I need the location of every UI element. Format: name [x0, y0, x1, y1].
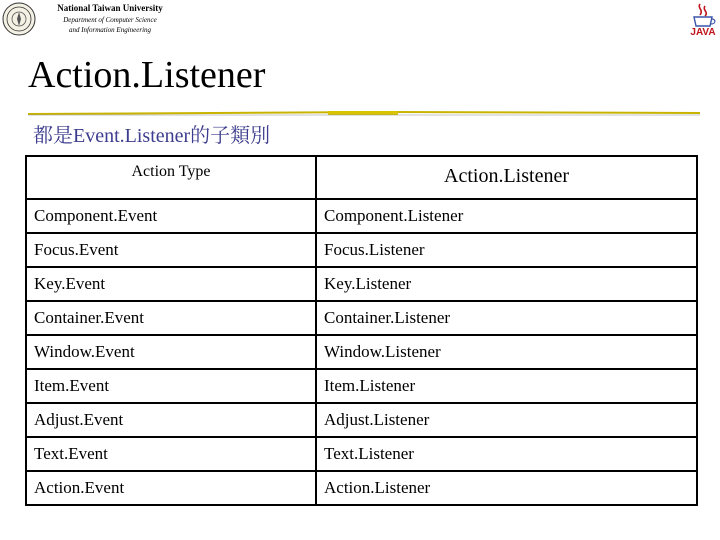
table-row — [26, 403, 697, 437]
header-action-type: Action Type — [26, 156, 316, 199]
university-name: National Taiwan University — [57, 3, 163, 13]
university-seal-icon — [2, 2, 36, 36]
event-cell: Key.Event — [26, 267, 316, 301]
table-row — [26, 267, 697, 301]
listener-table — [25, 155, 696, 506]
table-row — [26, 301, 697, 335]
event-cell: Text.Event — [26, 437, 316, 471]
java-logo-text: JAVA — [690, 27, 716, 38]
event-cell: Item.Event — [26, 369, 316, 403]
header-action-listener: Action.Listener — [316, 156, 697, 199]
slide-subtitle: 都是Event.Listener的子類別 — [33, 125, 271, 147]
slide-header — [0, 0, 720, 45]
listener-cell: Adjust.Listener — [316, 403, 697, 437]
listener-cell: Window.Listener — [316, 335, 697, 369]
listener-cell: Item.Listener — [316, 369, 697, 403]
title-underline-rule — [28, 107, 700, 119]
table-row — [26, 335, 697, 369]
listener-cell: Component.Listener — [316, 199, 697, 233]
event-cell: Focus.Event — [26, 233, 316, 267]
table-row — [26, 199, 697, 233]
event-cell: Container.Event — [26, 301, 316, 335]
table-row — [26, 233, 697, 267]
department-name: Department of Computer Science and Information Engineering — [63, 16, 157, 34]
event-cell: Window.Event — [26, 335, 316, 369]
listener-cell: Container.Listener — [316, 301, 697, 335]
table-row — [26, 369, 697, 403]
table-row — [26, 471, 697, 505]
listener-cell: Key.Listener — [316, 267, 697, 301]
table-row — [26, 437, 697, 471]
event-cell: Action.Event — [26, 471, 316, 505]
listener-cell: Text.Listener — [316, 437, 697, 471]
listener-cell: Action.Listener — [316, 471, 697, 505]
event-cell: Component.Event — [26, 199, 316, 233]
listener-cell: Focus.Listener — [316, 233, 697, 267]
event-cell: Adjust.Event — [26, 403, 316, 437]
slide-title: Action.Listener — [28, 54, 266, 96]
table-header-row — [26, 156, 697, 199]
